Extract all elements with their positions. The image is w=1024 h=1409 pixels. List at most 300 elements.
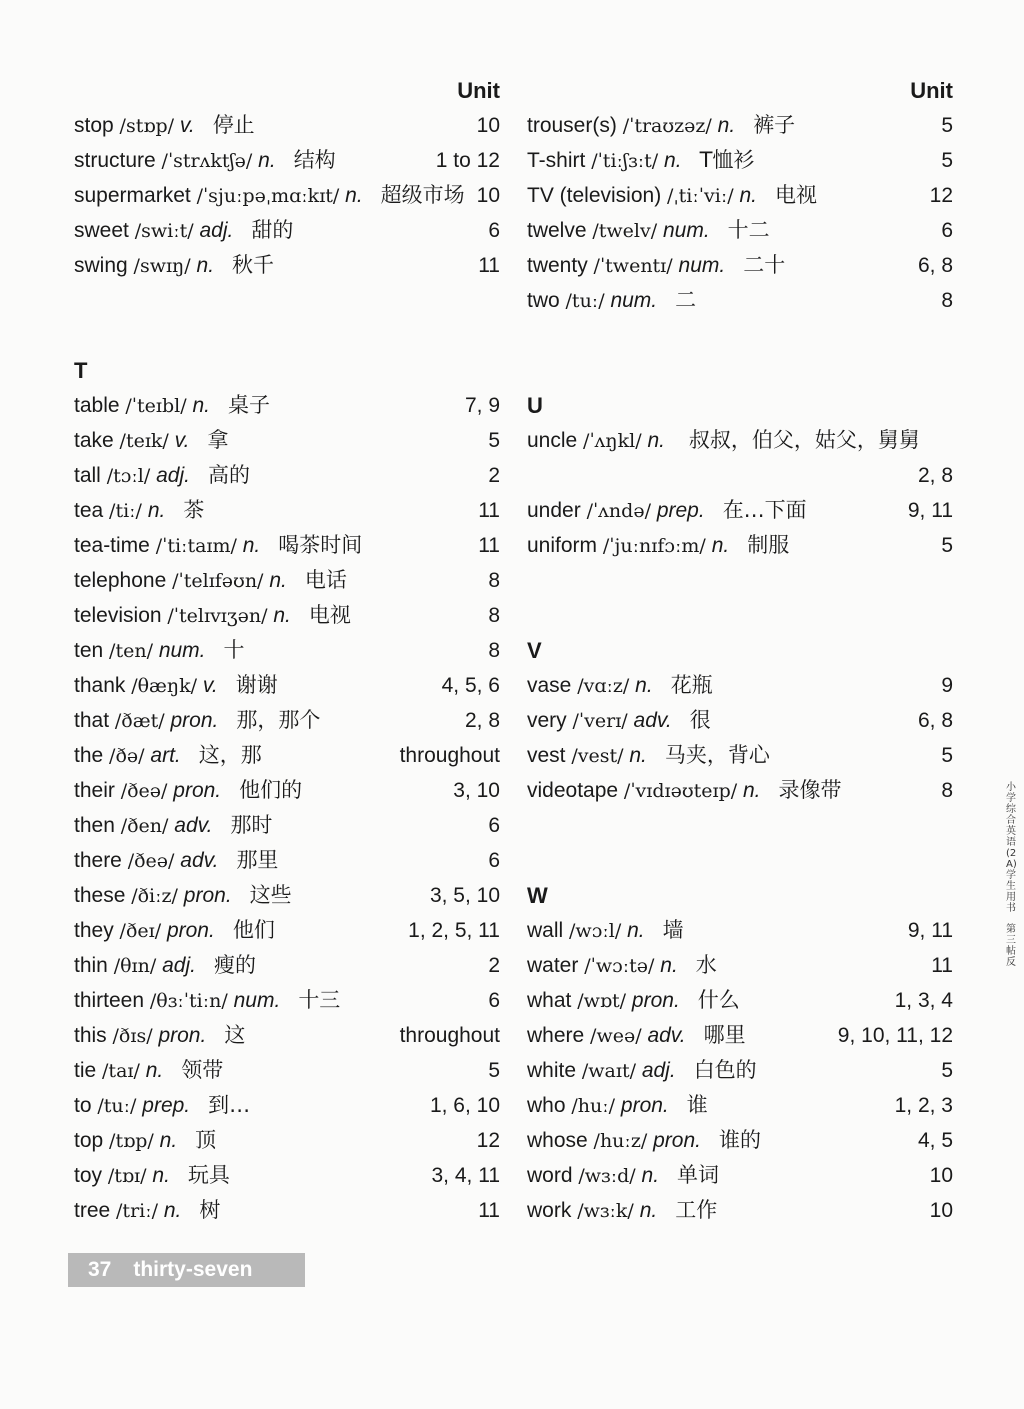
headword: what (527, 989, 572, 1012)
unit-numbers: 1, 3, 4 (894, 989, 953, 1012)
left-top-entries (74, 108, 500, 283)
phonetic: /ˈjuːnɪfɔːm/ (602, 535, 706, 557)
phonetic: /θɪn/ (113, 955, 157, 977)
chinese-meaning: 茶 (183, 498, 205, 522)
entry-row (527, 703, 953, 738)
part-of-speech: n. (269, 569, 287, 592)
chinese-meaning: 电视 (774, 183, 817, 207)
part-of-speech: n. (147, 499, 166, 522)
headword: twelve (527, 219, 587, 242)
part-of-speech: num. (610, 289, 658, 312)
entry-row-uncle-units (527, 458, 953, 493)
phonetic: /swiːt/ (134, 220, 194, 242)
entry-row (527, 948, 953, 983)
part-of-speech: n. (739, 184, 757, 207)
chinese-meaning: 制服 (747, 533, 790, 557)
headword: trouser(s) (527, 114, 617, 137)
phonetic: /twelv/ (592, 220, 658, 242)
unit-numbers: 12 (476, 1129, 500, 1152)
unit-numbers: 10 (929, 1164, 953, 1187)
entry-row (527, 1193, 953, 1228)
unit-numbers: 11 (478, 254, 500, 277)
part-of-speech: pron. (183, 884, 232, 907)
part-of-speech: n. (664, 149, 682, 172)
unit-numbers: 9, 11 (907, 499, 953, 522)
phonetic: /ˈtwentɪ/ (593, 255, 673, 277)
entry-row (527, 913, 953, 948)
entry-row (527, 1123, 953, 1158)
headword: to (74, 1094, 92, 1117)
unit-numbers: 9, 10, 11, 12 (837, 1024, 953, 1047)
phonetic: /ðen/ (120, 815, 169, 837)
unit-numbers: 4, 5, 6 (441, 674, 500, 697)
left-column (74, 78, 500, 1228)
headword: this (74, 1024, 107, 1047)
page-number: 37 (88, 1258, 112, 1281)
unit-numbers: 5 (941, 114, 953, 137)
chinese-meaning: 花瓶 (670, 673, 713, 697)
headword: tree (74, 1199, 111, 1222)
part-of-speech: v. (179, 114, 195, 137)
entry-row (74, 773, 500, 808)
entry-row (74, 808, 500, 843)
entry-row (74, 1018, 500, 1053)
unit-numbers: 1, 2, 5, 11 (408, 919, 500, 942)
part-of-speech: n. (152, 1164, 170, 1187)
entry-row (527, 1158, 953, 1193)
headword: uniform (527, 534, 598, 557)
headword: white (527, 1059, 577, 1082)
unit-numbers: throughout (399, 744, 500, 767)
part-of-speech: pron. (166, 919, 215, 942)
headword: the (74, 744, 104, 767)
chinese-meaning: 领带 (181, 1058, 224, 1082)
chinese-meaning: 单词 (677, 1163, 720, 1187)
chinese-meaning: 十 (223, 638, 245, 662)
phonetic: /ðeə/ (120, 780, 168, 802)
phonetic: /vɑːz/ (577, 675, 630, 697)
phonetic: /wɜːk/ (577, 1200, 634, 1222)
chinese-meaning: 甜的 (251, 218, 294, 242)
phonetic: /tɒɪ/ (107, 1165, 147, 1187)
part-of-speech: adj. (162, 954, 196, 977)
book-title: 小学综合英语(2A)学生用书 (1006, 782, 1017, 914)
headword: toy (74, 1164, 103, 1187)
headword: television (74, 604, 162, 627)
part-of-speech: num. (662, 219, 710, 242)
headword: tie (74, 1059, 97, 1082)
unit-numbers: 8 (941, 779, 953, 802)
entry-row (74, 493, 500, 528)
chinese-meaning: 停止 (212, 113, 255, 137)
entry-row (74, 528, 500, 563)
headword: ten (74, 639, 104, 662)
unit-numbers: 9 (941, 674, 953, 697)
chinese-meaning: 什么 (697, 988, 740, 1012)
phonetic: /ðæt/ (114, 710, 165, 732)
phonetic: /tɔːl/ (106, 465, 151, 487)
entry-row (527, 143, 953, 178)
phonetic: /ˈʌŋkl/ (583, 430, 642, 452)
headword: stop (74, 114, 114, 137)
unit-numbers: 2 (488, 954, 500, 977)
unit-numbers: 1 to 12 (435, 149, 500, 172)
chinese-meaning: 超级市场 (380, 183, 465, 207)
entry-row (527, 738, 953, 773)
unit-numbers: 5 (488, 429, 500, 452)
part-of-speech: prep. (656, 499, 705, 522)
headword: swing (74, 254, 128, 277)
entry-row (74, 983, 500, 1018)
part-of-speech: n. (163, 1199, 182, 1222)
phonetic: /ðɪs/ (112, 1025, 153, 1047)
unit-numbers: 12 (929, 184, 953, 207)
part-of-speech: n. (196, 254, 215, 277)
phonetic: /ðə/ (109, 745, 145, 767)
part-of-speech: adj. (156, 464, 190, 487)
headword: tall (74, 464, 101, 487)
entry-row-uncle (527, 423, 953, 458)
chinese-meaning: 树 (199, 1198, 221, 1222)
entry-row (527, 178, 953, 213)
headword: water (527, 954, 579, 977)
chinese-meaning: 顶 (195, 1128, 217, 1152)
unit-numbers: 6 (488, 849, 500, 872)
phonetic: /θæŋk/ (131, 675, 198, 697)
unit-numbers: 9, 11 (907, 919, 953, 942)
right-top-entries (527, 108, 953, 318)
chinese-meaning: 这些 (249, 883, 292, 907)
phonetic: /ðeə/ (127, 850, 175, 872)
headword: these (74, 884, 126, 907)
chinese-meaning: 秋千 (232, 253, 275, 277)
unit-numbers: throughout (399, 1024, 500, 1047)
chinese-meaning: 哪里 (703, 1023, 746, 1047)
part-of-speech: v. (174, 429, 190, 452)
phonetic: /θɜːˈtiːn/ (149, 990, 228, 1012)
phonetic: /wɜːd/ (578, 1165, 636, 1187)
chinese-meaning: 瘦的 (213, 953, 256, 977)
entry-row (527, 283, 953, 318)
phonetic: /ˈtelɪvɪʒən/ (167, 605, 268, 627)
chinese-meaning: 电视 (308, 603, 351, 627)
unit-numbers: 8 (941, 289, 953, 312)
phonetic: /ˈteɪbl/ (125, 395, 187, 417)
chinese-meaning: 结构 (293, 148, 336, 172)
chinese-meaning: 马夹，背心 (664, 743, 770, 767)
chinese-meaning: 谁 (686, 1093, 708, 1117)
chinese-meaning: 十三 (298, 988, 341, 1012)
phonetic: /huːz/ (593, 1130, 648, 1152)
entry-row (527, 983, 953, 1018)
entry-row (74, 143, 500, 178)
right-column (527, 78, 953, 1228)
unit-numbers: 10 (929, 1199, 953, 1222)
phonetic: /triː/ (116, 1200, 159, 1222)
headword: under (527, 499, 581, 522)
phonetic: /ˈverɪ/ (572, 710, 628, 732)
phonetic: /teɪk/ (119, 430, 169, 452)
entry-row (74, 668, 500, 703)
headword: their (74, 779, 115, 802)
entry-row (527, 213, 953, 248)
phonetic: /ˈtiːtaɪm/ (155, 535, 237, 557)
part-of-speech: n. (711, 534, 730, 557)
unit-numbers: 6 (488, 989, 500, 1012)
entry-row (74, 388, 500, 423)
unit-numbers: 11 (478, 1199, 500, 1222)
phonetic: /vest/ (571, 745, 624, 767)
chinese-meaning: 那时 (230, 813, 273, 837)
unit-numbers: 5 (941, 534, 953, 557)
headword: who (527, 1094, 566, 1117)
entry-row (527, 1088, 953, 1123)
headword: vase (527, 674, 572, 697)
unit-numbers: 5 (941, 744, 953, 767)
part-of-speech: art. (150, 744, 181, 767)
unit-numbers: 2, 8 (917, 464, 953, 487)
page-number-words: thirty-seven (133, 1258, 253, 1281)
entry-row (74, 843, 500, 878)
entry-row (74, 458, 500, 493)
part-of-speech: n. (627, 919, 645, 942)
phonetic: /ðeɪ/ (119, 920, 162, 942)
chinese-meaning: 谁的 (718, 1128, 761, 1152)
chinese-meaning: 裤子 (753, 113, 796, 137)
unit-numbers: 5 (488, 1059, 500, 1082)
headword: work (527, 1199, 572, 1222)
entry-row (74, 738, 500, 773)
headword: videotape (527, 779, 619, 802)
headword: they (74, 919, 114, 942)
chinese-meaning: 电话 (304, 568, 347, 592)
phonetic: /swɪŋ/ (133, 255, 191, 277)
unit-numbers: 8 (488, 569, 500, 592)
headword: very (527, 709, 567, 732)
chinese-meaning: 谢谢 (235, 673, 278, 697)
chinese-meaning: 这 (224, 1023, 246, 1047)
chinese-meaning: 到… (208, 1093, 251, 1117)
phonetic: /huː/ (571, 1095, 616, 1117)
headword: tea-time (74, 534, 150, 557)
entry-row (74, 1088, 500, 1123)
chinese-meaning: 二 (675, 288, 697, 312)
chinese-meaning: 水 (695, 953, 717, 977)
headword: whose (527, 1129, 588, 1152)
headword: T-shirt (527, 149, 586, 172)
part-of-speech: n. (192, 394, 210, 417)
entry-row (527, 493, 953, 528)
entry-row (527, 1053, 953, 1088)
part-of-speech: adv. (180, 849, 219, 872)
unit-numbers: 1, 2, 3 (894, 1094, 953, 1117)
section-letter-v: V (527, 638, 542, 663)
headword: wall (527, 919, 564, 942)
t-entries (74, 388, 500, 1228)
phonetic: /tiː/ (109, 500, 142, 522)
entry-row (527, 773, 953, 808)
unit-numbers: 8 (488, 639, 500, 662)
unit-numbers: 2 (488, 464, 500, 487)
entry-row (74, 1123, 500, 1158)
chinese-meaning: 这，那 (198, 743, 262, 767)
part-of-speech: n. (743, 779, 761, 802)
chinese-meaning: 工作 (675, 1198, 718, 1222)
section-letter-w: W (527, 883, 548, 908)
phonetic: /tuː/ (565, 290, 605, 312)
part-of-speech: pron. (173, 779, 222, 802)
phonetic: /stɒp/ (119, 115, 175, 137)
chinese-meaning: 很 (689, 708, 711, 732)
chinese-meaning: 在…下面 (722, 498, 807, 522)
entry-row (74, 1053, 500, 1088)
phonetic: /tuː/ (97, 1095, 137, 1117)
entry-row (74, 248, 500, 283)
part-of-speech: pron. (631, 989, 680, 1012)
unit-numbers: 4, 5 (917, 1129, 953, 1152)
w-entries (527, 913, 953, 1228)
headword: there (74, 849, 122, 872)
unit-numbers: 5 (941, 1059, 953, 1082)
chinese-meaning: 白色的 (693, 1058, 757, 1082)
headword: two (527, 289, 560, 312)
entry-row (527, 528, 953, 563)
headword: TV (television) (527, 184, 662, 207)
part-of-speech: n. (258, 149, 276, 172)
entry-row (74, 598, 500, 633)
entry-row (74, 1158, 500, 1193)
part-of-speech: n. (159, 1129, 178, 1152)
part-of-speech: pron. (620, 1094, 669, 1117)
headword: thank (74, 674, 126, 697)
unit-numbers: 6 (488, 814, 500, 837)
part-of-speech: adv. (633, 709, 672, 732)
headword: word (527, 1164, 573, 1187)
part-of-speech: n. (635, 674, 653, 697)
headword: tea (74, 499, 104, 522)
headword: structure (74, 149, 156, 172)
unit-numbers: 11 (478, 534, 500, 557)
headword: take (74, 429, 114, 452)
phonetic: /ˈtiːʃɜːt/ (591, 150, 659, 172)
entry-row (527, 668, 953, 703)
entry-row (74, 108, 500, 143)
headword: vest (527, 744, 566, 767)
part-of-speech: n. (145, 1059, 164, 1082)
part-of-speech: prep. (142, 1094, 191, 1117)
chinese-meaning: 墙 (662, 918, 684, 942)
entry-row (74, 703, 500, 738)
headword: then (74, 814, 115, 837)
headword: sweet (74, 219, 129, 242)
unit-numbers: 8 (488, 604, 500, 627)
headword: table (74, 394, 120, 417)
headword: twenty (527, 254, 588, 277)
chinese-meaning: 玩具 (187, 1163, 230, 1187)
headword: thin (74, 954, 108, 977)
page-footer-bar (68, 1253, 305, 1287)
chinese-meaning: 喝茶时间 (278, 533, 363, 557)
unit-column-header: Unit (457, 78, 500, 103)
headword: uncle (527, 429, 578, 452)
unit-numbers: 6 (941, 219, 953, 242)
v-entries (527, 668, 953, 808)
part-of-speech: pron. (170, 709, 219, 732)
chinese-meaning: 十二 (727, 218, 770, 242)
phonetic: /taɪ/ (102, 1060, 140, 1082)
chinese-meaning: 他们 (232, 918, 275, 942)
unit-numbers: 2, 8 (464, 709, 500, 732)
entry-row (527, 108, 953, 143)
part-of-speech: n. (345, 184, 363, 207)
entry-row (74, 948, 500, 983)
section-letter-u: U (527, 393, 543, 418)
unit-numbers: 5 (941, 149, 953, 172)
chinese-meaning: T恤衫 (699, 148, 755, 172)
part-of-speech: n. (639, 1199, 658, 1222)
part-of-speech: num. (233, 989, 281, 1012)
phonetic: /ˈtelɪfəʊn/ (172, 570, 264, 592)
entry-row (74, 878, 500, 913)
part-of-speech: num. (678, 254, 726, 277)
part-of-speech: pron. (158, 1024, 207, 1047)
phonetic: /wɒt/ (577, 990, 627, 1012)
entry-row (74, 423, 500, 458)
part-of-speech: n. (660, 954, 678, 977)
phonetic: /ðiːz/ (131, 885, 178, 907)
chinese-meaning: 二十 (743, 253, 786, 277)
part-of-speech: num. (158, 639, 206, 662)
unit-numbers: 11 (931, 954, 953, 977)
unit-numbers: 10 (476, 114, 500, 137)
headword: thirteen (74, 989, 145, 1012)
part-of-speech: n. (629, 744, 647, 767)
unit-numbers: 3, 5, 10 (429, 884, 500, 907)
phonetic: /waɪt/ (581, 1060, 636, 1082)
headword: where (527, 1024, 585, 1047)
part-of-speech: pron. (653, 1129, 701, 1152)
unit-numbers: 6, 8 (917, 709, 953, 732)
part-of-speech: adv. (174, 814, 213, 837)
chinese-meaning: 那里 (236, 848, 279, 872)
chinese-meaning: 那，那个 (236, 708, 321, 732)
side-margin-note (1006, 782, 1022, 968)
phonetic: /ˌtiːˈviː/ (667, 185, 734, 207)
part-of-speech: adj. (199, 219, 234, 242)
unit-column-header: Unit (910, 78, 953, 103)
phonetic: /ten/ (109, 640, 153, 662)
entry-row (74, 913, 500, 948)
unit-numbers: 11 (478, 499, 500, 522)
phonetic: /ˈsjuːpəˌmɑːkɪt/ (196, 185, 340, 207)
part-of-speech: n. (717, 114, 736, 137)
entry-row (527, 1018, 953, 1053)
entry-row (74, 213, 500, 248)
phonetic: /ˈstrʌktʃə/ (161, 150, 253, 172)
entry-row (74, 1193, 500, 1228)
chinese-meaning: 拿 (207, 428, 229, 452)
phonetic: /ˈtraʊzəz/ (622, 115, 712, 137)
phonetic: /tɒp/ (109, 1130, 154, 1152)
chinese-meaning: 叔叔，伯父，姑父，舅舅 (688, 428, 920, 452)
unit-numbers: 3, 4, 11 (431, 1164, 500, 1187)
chinese-meaning: 录像带 (778, 778, 842, 802)
headword: top (74, 1129, 104, 1152)
unit-numbers: 1, 6, 10 (429, 1094, 500, 1117)
entry-row (74, 633, 500, 668)
chinese-meaning: 桌子 (227, 393, 270, 417)
part-of-speech: n. (242, 534, 261, 557)
